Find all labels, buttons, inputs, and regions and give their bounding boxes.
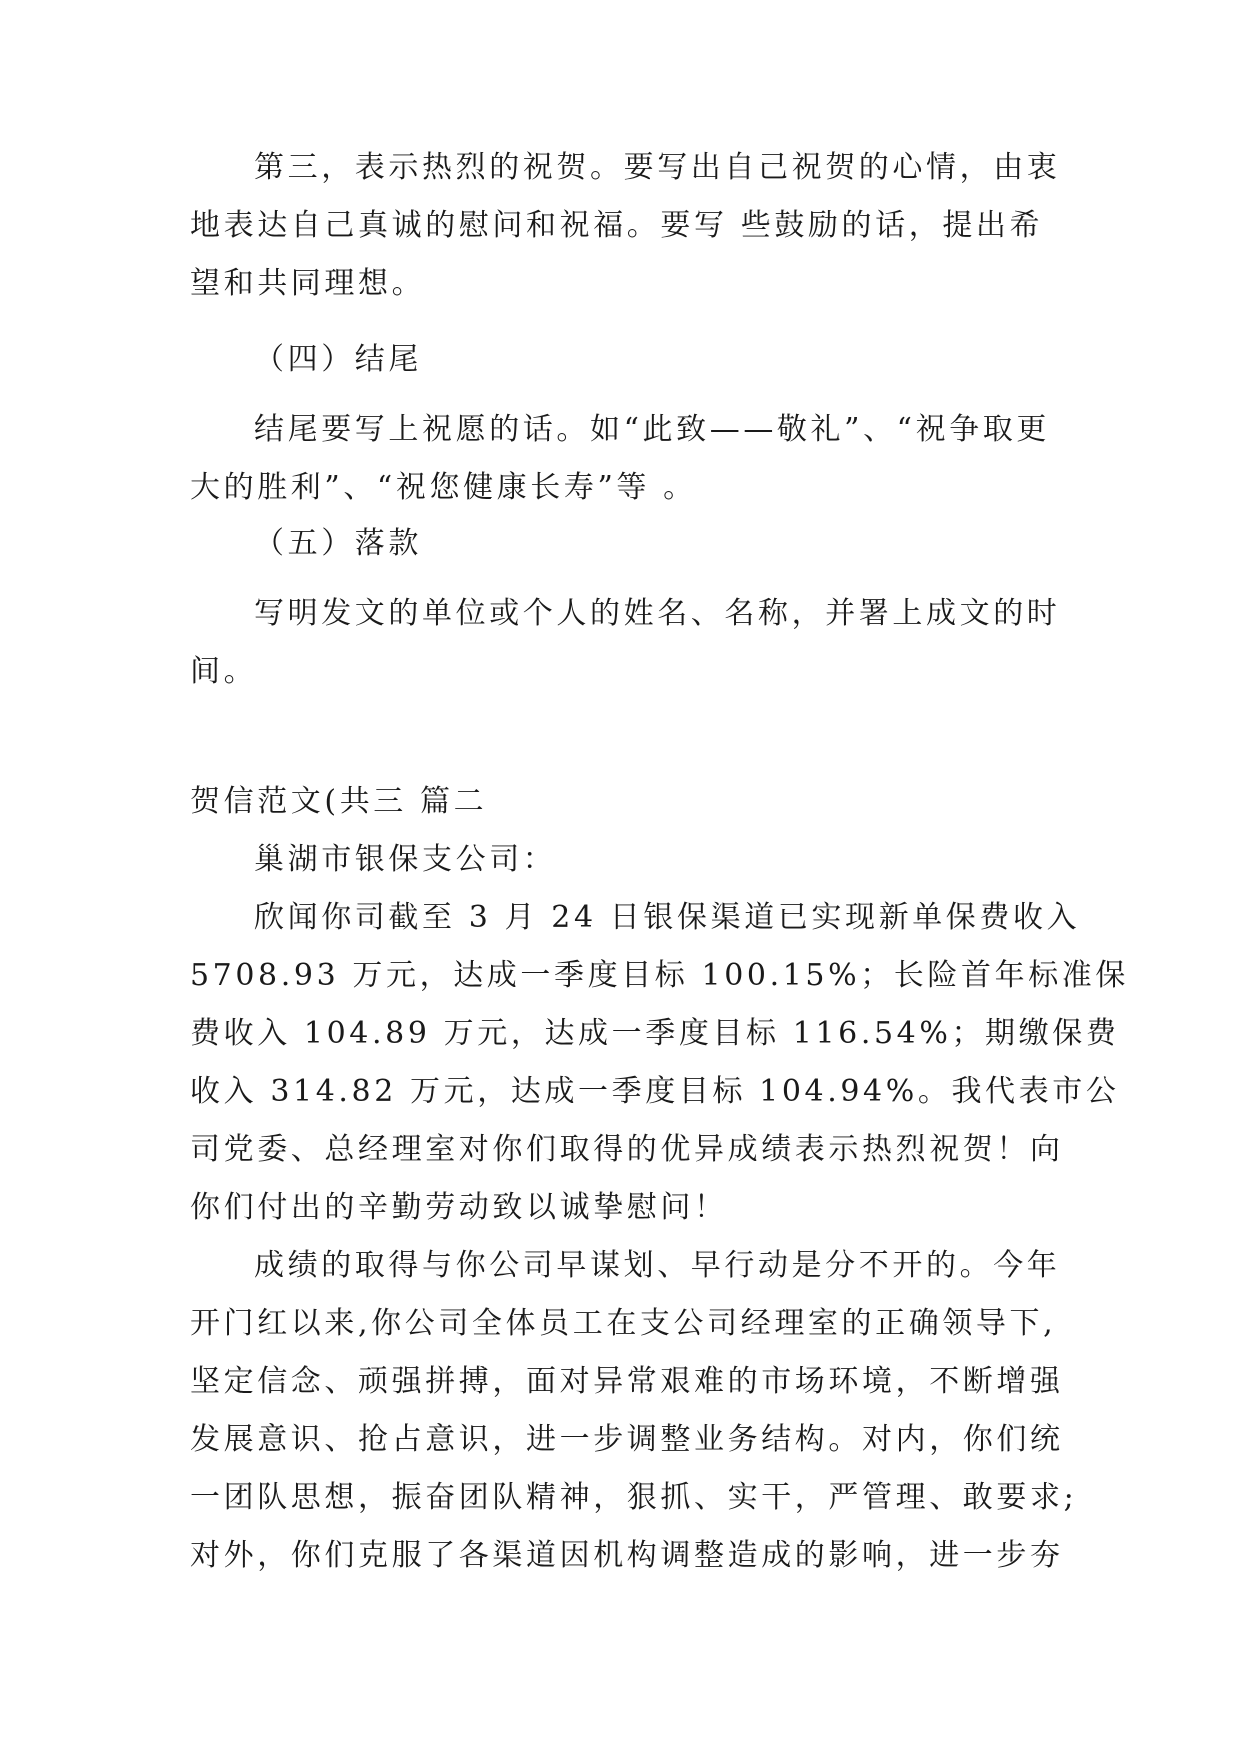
paragraph-line: 开门红以来,你公司全体员工在支公司经理室的正确领导下, (190, 1306, 1057, 1341)
paragraph-line: 5708.93 万元，达成一季度目标 100.15%；长险首年标准保 (190, 958, 1130, 993)
paragraph-line: 第三，表示热烈的祝贺。要写出自己祝贺的心情，由衷 (254, 150, 1061, 185)
paragraph-line: 对外，你们克服了各渠道因机构调整造成的影响，进一步夯 (190, 1538, 1064, 1573)
salutation: 巢湖市银保支公司： (254, 842, 557, 877)
paragraph-line: 坚定信念、顽强拼搏，面对异常艰难的市场环境，不断增强 (190, 1364, 1064, 1399)
paragraph-line: 你们付出的辛勤劳动致以诚挚慰问！ (190, 1190, 728, 1225)
paragraph-line: 收入 314.82 万元，达成一季度目标 104.94%。我代表市公 (190, 1074, 1120, 1109)
paragraph-line: 望和共同理想。 (190, 266, 426, 301)
paragraph-line: 发展意识、抢占意识，进一步调整业务结构。对内，你们统 (190, 1422, 1064, 1457)
article-title: 贺信范文(共三 篇二 (190, 784, 488, 819)
section-heading: （四）结尾 (254, 342, 422, 377)
paragraph-line: 费收入 104.89 万元，达成一季度目标 116.54%；期缴保费 (190, 1016, 1120, 1051)
paragraph-line: 欣闻你司截至 3 月 24 日银保渠道已实现新单保费收入 (254, 900, 1081, 935)
paragraph-line: 结尾要写上祝愿的话。如“此致——敬礼”、“祝争取更 (254, 412, 1051, 447)
paragraph-line: 司党委、总经理室对你们取得的优异成绩表示热烈祝贺！向 (190, 1132, 1064, 1167)
paragraph-line: 间。 (190, 654, 258, 689)
paragraph-line: 一团队思想，振奋团队精神，狠抓、实干，严管理、敢要求; (190, 1480, 1078, 1515)
section-heading: （五）落款 (254, 526, 422, 561)
paragraph-line: 写明发文的单位或个人的姓名、名称，并署上成文的时 (254, 596, 1061, 631)
paragraph-line: 成绩的取得与你公司早谋划、早行动是分不开的。今年 (254, 1248, 1061, 1283)
paragraph-line: 地表达自己真诚的慰问和祝福。要写 些鼓励的话，提出希 (190, 208, 1044, 243)
paragraph-line: 大的胜利”、“祝您健康长寿”等 。 (190, 470, 697, 505)
